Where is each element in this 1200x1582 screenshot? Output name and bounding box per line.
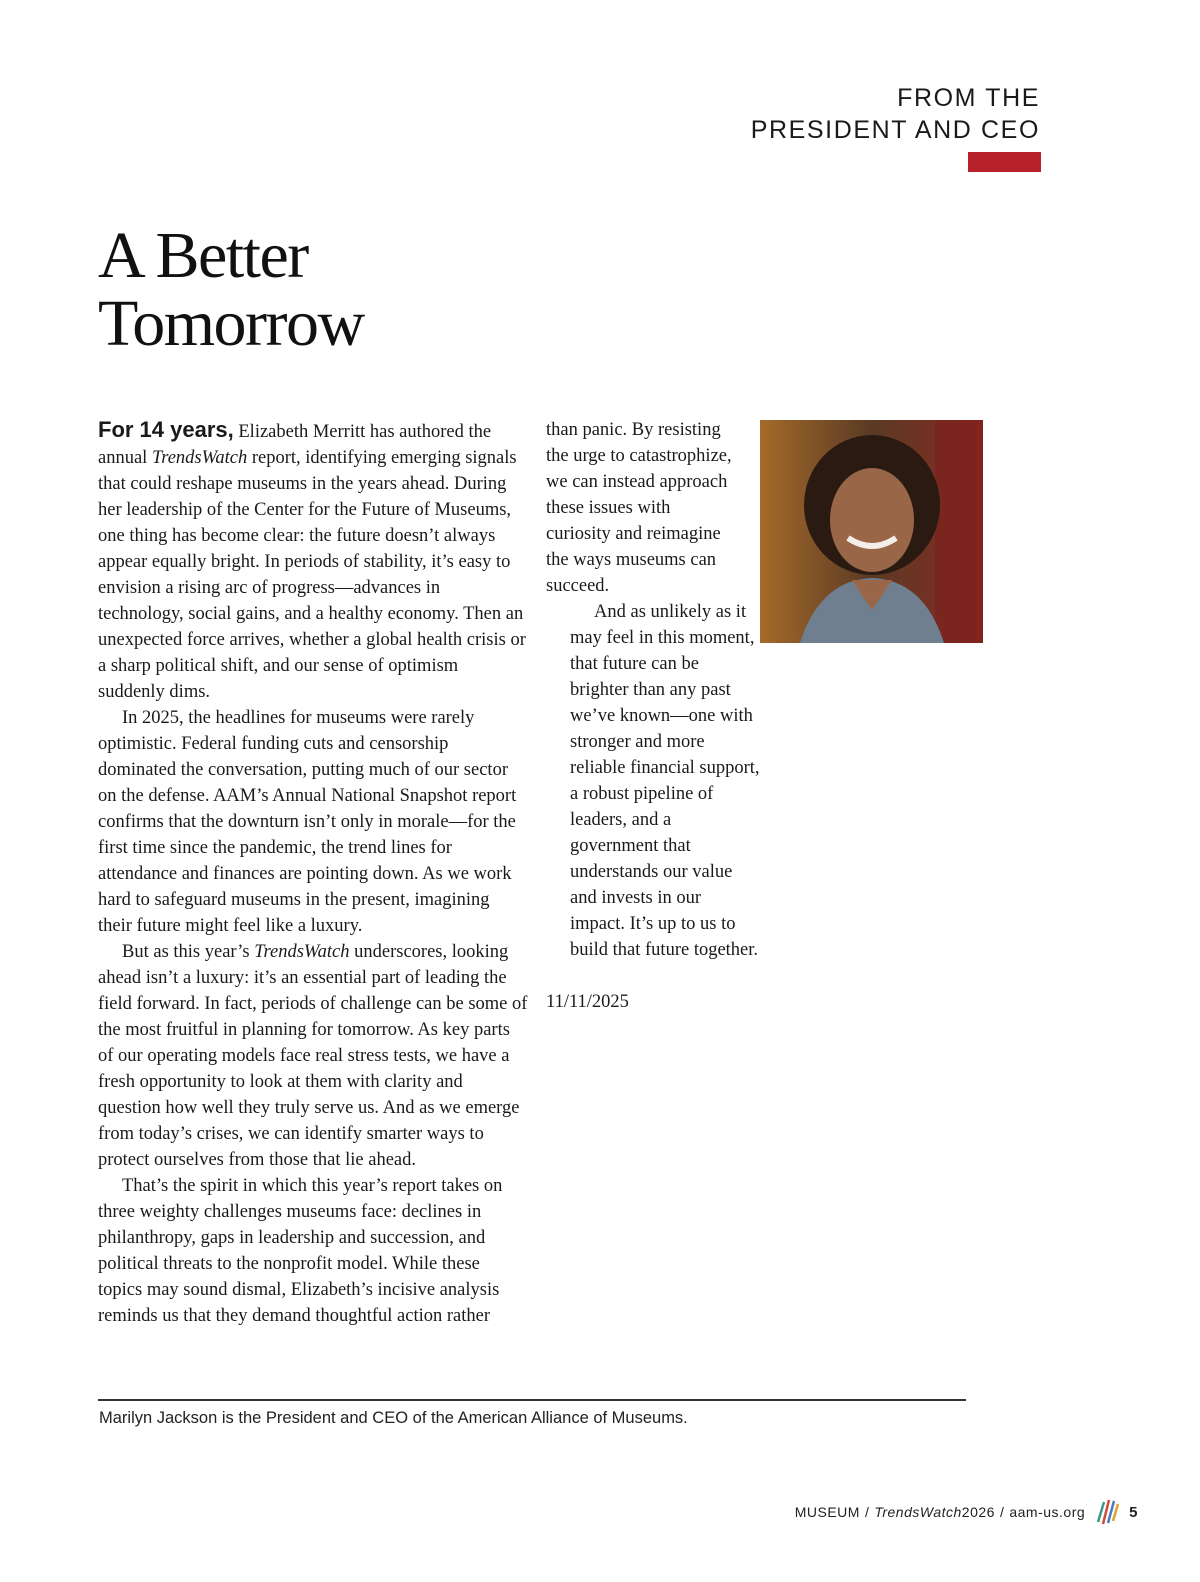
title-line-2: Tomorrow (98, 287, 364, 360)
paragraph-2: In 2025, the headlines for museums were rarely optimistic. Federal funding cuts and censorship dominated the conversation, putting much of our sector on the defense. AAM’s Annual National Snapshot report confirms that the downturn isn’t only in morale—for the first time since the pandemic, the trend lines for attendance and finances are pointing down. As we work hard to safeguard museums in the present, imagining their future might feel like a luxury. (98, 708, 517, 936)
footer-website[interactable]: aam-us.org (1009, 1504, 1086, 1520)
footer-issue-name: TrendsWatch (874, 1504, 962, 1520)
p3-text-b: underscores, looking ahead isn’t a luxury: it’s an essential part of leading the field forward. In fact, periods of challenge can be some of the most fruitful in planning for tomorrow. As key parts of our operating models face real stress tests, we have a fresh opportunity to look at them with clarity and question how well they truly serve us. And as we emerge from today’s crises, we can identify smarter ways to protect ourselves from those that lie ahead. (98, 942, 528, 1170)
aam-logo-icon (1095, 1496, 1119, 1529)
paragraph-3 (98, 939, 528, 1173)
kicker-line-1: FROM THE (897, 84, 1040, 112)
p5-text: And as unlikely as it may feel in this moment, that future can be brighter than any past we’ve known—one with stronger and more reliable financial support, a robust pipeline of leaders, and a government that understands our value and invests in our impact. It’s up to us to build that future together. (570, 602, 760, 960)
paragraph-1 (98, 417, 528, 705)
page-footer (795, 1500, 1138, 1524)
accent-bar (968, 152, 1041, 172)
section-kicker (751, 82, 1040, 146)
p1-text-b: report, identifying emerging signals that could reshape museums in the years ahead. During her leadership of the Center for the Future of Museums, one thing has become clear: the future doesn’t always appear equally bright. In periods of stability, it’s easy to envision a rising arc of progress—advances in technology, social gains, and a healthy economy. Then an unexpected force arrives, whether a global health crisis or a sharp political shift, and our sense of optimism suddenly dims. (98, 448, 526, 702)
footer-separator: / (864, 1504, 870, 1520)
paragraph-5 (546, 599, 986, 963)
footer-issue-year: 2026 (961, 1504, 995, 1520)
footer-publication: MUSEUM (794, 1504, 860, 1520)
kicker-line-2: PRESIDENT AND CEO (750, 116, 1040, 144)
paragraph-4: That’s the spirit in which this year’s report takes on three weighty challenges museums face: declines in philanthropy, gaps in leadership and succession, and political threats to the nonprofit model. While these topics may sound dismal, Elizabeth’s incisive analysis reminds us that they demand thoughtful action rather (98, 1176, 503, 1326)
p3-text-a: But as this year’s (122, 942, 255, 962)
author-bio: Marilyn Jackson is the President and CEO of the American Alliance of Museums. (99, 1409, 688, 1427)
p1-text-a: Elizabeth Merritt has authored the annual (98, 422, 492, 468)
article-column-right (546, 417, 986, 1015)
title-line-1: A Better (98, 219, 308, 292)
lead-in: For 14 years, (98, 417, 234, 442)
page-title (98, 219, 364, 360)
publication-name: TrendsWatch (254, 942, 350, 962)
paragraph-4-continued: than panic. By resisting the urge to catastrophize, we can instead approach these issues with curiosity and reimagine the ways museums can succeed. (546, 420, 732, 596)
page-number: 5 (1129, 1503, 1138, 1521)
article-column-left (98, 417, 528, 1329)
article-date: 11/11/2025 (546, 992, 629, 1012)
bio-divider (98, 1399, 966, 1401)
publication-name: TrendsWatch (151, 448, 248, 468)
footer-separator: / (999, 1504, 1005, 1520)
